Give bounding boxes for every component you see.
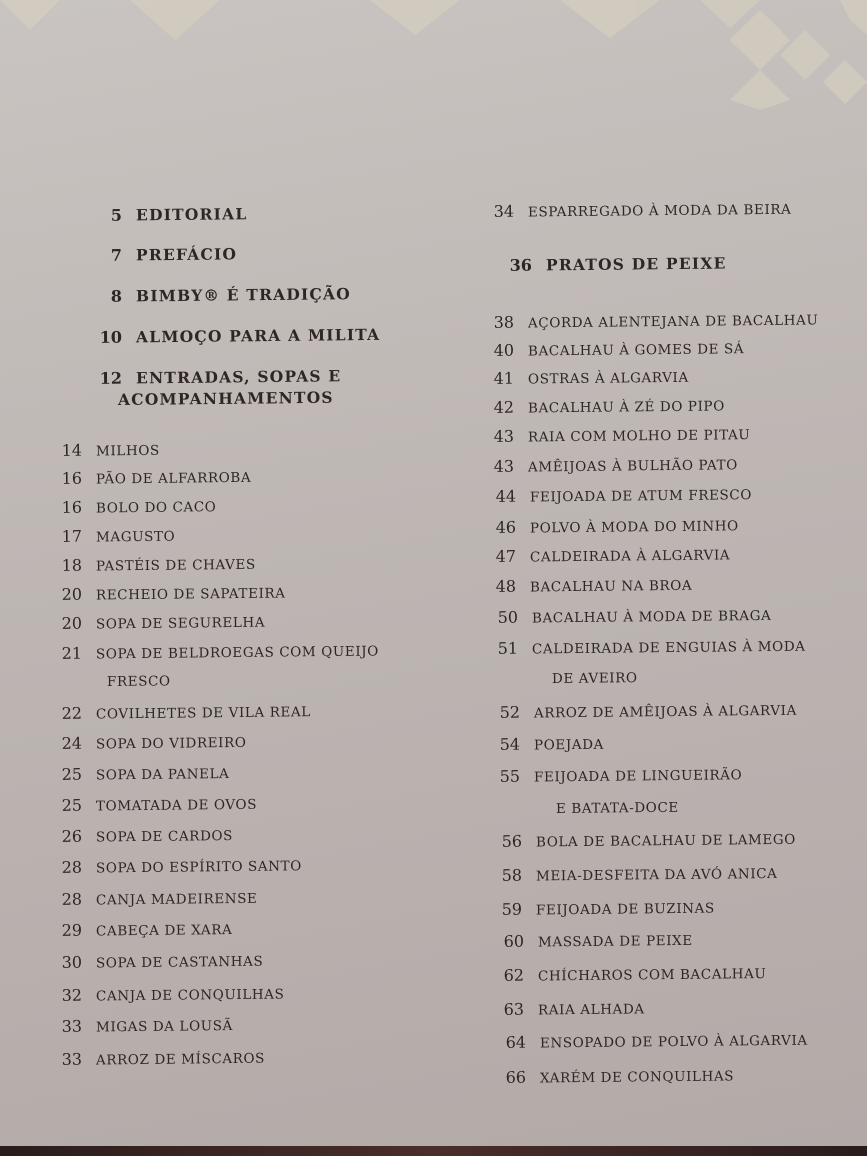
toc-title: SOPA DE CASTANHAS [95, 953, 264, 972]
toc-page-number: 5 [110, 205, 123, 225]
toc-title: CHÍCHAROS COM BACALHAU [537, 966, 767, 985]
toc-entry [480, 636, 806, 658]
toc-title: CANJA DE CONQUILHAS [95, 986, 285, 1005]
toc-entry [82, 244, 237, 265]
toc-page-number: 20 [61, 613, 83, 633]
toc-entry [486, 963, 767, 985]
toc-entry [44, 554, 256, 575]
toc-title: BOLA DE BACALHAU DE LAMEGO [535, 831, 797, 851]
toc-title: MIGAS DA LOUSÃ [95, 1018, 233, 1036]
toc-entry [484, 863, 778, 885]
toc-entry [476, 338, 744, 360]
page-bottom-edge [0, 1146, 867, 1156]
toc-title: AÇORDA ALENTEJANA DE BACALHAU [527, 312, 819, 332]
toc-page-number: 43 [493, 426, 515, 446]
toc-title: EDITORIAL [135, 204, 248, 225]
toc-entry [476, 395, 725, 417]
toc-entry [488, 1065, 734, 1087]
toc-title: SOPA DO ESPÍRITO SANTO [95, 858, 302, 877]
toc-entry [44, 732, 247, 753]
toc-page-number: 55 [499, 766, 521, 786]
toc-entry [478, 484, 752, 506]
toc-page-number: 12 [99, 368, 123, 388]
toc-title: ESPARREGADO À MODA DA BEIRA [527, 201, 792, 221]
toc-page-number: 16 [61, 497, 83, 517]
toc-page-number: 26 [61, 826, 83, 846]
toc-page-number: 54 [499, 734, 521, 754]
toc-title: CABEÇA DE XARA [95, 922, 233, 940]
toc-title: CANJA MADEIRENSE [95, 890, 258, 909]
toc-title: MILHOS [95, 442, 160, 460]
toc-entry [82, 325, 381, 347]
toc-title: MAGUSTO [95, 528, 176, 546]
toc-title: PASTÉIS DE CHAVES [95, 556, 256, 575]
toc-entry [476, 424, 751, 446]
toc-title: ENSOPADO DE POLVO À ALGARVIA [539, 1032, 808, 1052]
toc-page-number: 63 [503, 999, 525, 1019]
toc-page-number: 17 [61, 526, 83, 546]
toc-title: RECHEIO DE SAPATEIRA [95, 585, 286, 604]
toc-page-number: 44 [495, 486, 517, 506]
toc-page-number: 52 [499, 702, 521, 722]
toc-title: ARROZ DE MÍSCAROS [95, 1050, 266, 1069]
toc-title: XARÉM DE CONQUILHAS [539, 1068, 735, 1087]
toc-title-continuation: ACOMPANHAMENTOS [117, 387, 334, 409]
toc-title: PÃO DE ALFARROBA [95, 469, 252, 488]
toc-title: COVILHETES DE VILA REAL [95, 704, 311, 723]
toc-page-number: 60 [503, 931, 525, 951]
toc-title: BOLO DO CACO [95, 499, 217, 517]
toc-page-number: 40 [493, 340, 515, 360]
toc-title: MEIA-DESFEITA DA AVÓ ANICA [535, 865, 778, 885]
toc-entry [44, 763, 230, 784]
toc-page-number: 46 [495, 517, 517, 537]
toc-entry [478, 515, 739, 537]
toc-entry [486, 930, 693, 951]
toc-page-number: 50 [497, 607, 519, 627]
toc-entry [44, 825, 233, 846]
toc-page-number: 10 [99, 327, 123, 347]
toc-entry [44, 612, 265, 633]
toc-page-number: 62 [503, 965, 525, 985]
toc-page-number: 25 [61, 764, 83, 784]
toc-entry [44, 1048, 265, 1069]
toc-title: PRATOS DE PEIXE [545, 253, 727, 275]
toc-entry [44, 467, 251, 488]
toc-page-number: 38 [493, 312, 515, 332]
toc-title: SOPA DE BELDROEGAS COM QUEIJO [95, 643, 380, 663]
toc-title: ENTRADAS, SOPAS E [135, 366, 342, 388]
toc-title: AMÊIJOAS À BULHÃO PATO [527, 457, 738, 476]
toc-entry [44, 440, 160, 460]
toc-title: CALDEIRADA À ALGARVIA [529, 547, 731, 566]
toc-entry [44, 701, 311, 723]
toc-page-number: 29 [61, 920, 83, 940]
toc-entry [482, 734, 604, 754]
toc-entry [482, 700, 797, 722]
toc-entry [482, 764, 742, 786]
toc-page-number: 51 [497, 638, 519, 658]
toc-title: PREFÁCIO [135, 244, 238, 265]
toc-title: FEIJOADA DE LINGUEIRÃO [533, 767, 743, 786]
toc-entry [44, 640, 379, 663]
toc-page-number: 16 [61, 468, 83, 488]
toc-page-number: 48 [495, 576, 517, 596]
toc-entry [476, 199, 792, 221]
toc-entry [480, 605, 772, 627]
toc-entry [44, 951, 263, 972]
toc-entry [44, 1015, 233, 1036]
toc-entry [44, 919, 233, 940]
toc-page-number: 34 [493, 201, 515, 221]
toc-entry [486, 998, 645, 1019]
toc-page-number: 7 [110, 245, 123, 265]
toc-page-number: 24 [61, 733, 83, 753]
toc-page-number: 64 [505, 1032, 527, 1052]
toc-page-number: 32 [61, 985, 83, 1005]
toc-entry [492, 254, 727, 275]
toc-title: CALDEIRADA DE ENGUIAS À MODA [531, 638, 806, 658]
toc-entry [44, 496, 217, 517]
toc-title: POEJADA [533, 736, 605, 754]
toc-title: BACALHAU À MODA DE BRAGA [531, 607, 772, 627]
toc-page-number: 18 [61, 555, 83, 575]
toc-entry [44, 582, 286, 604]
toc-title: SOPA DO VIDREIRO [95, 734, 247, 753]
toc-title-continuation: DE AVEIRO [551, 670, 638, 687]
toc-page-number: 20 [61, 584, 83, 604]
toc-page-number: 21 [61, 643, 83, 663]
toc-title: TOMATADA DE OVOS [95, 796, 258, 815]
toc-title: FEIJOADA DE ATUM FRESCO [529, 487, 753, 506]
toc-title: BACALHAU À ZÉ DO PIPO [527, 398, 725, 417]
toc-title-continuation: E BATATA-DOCE [555, 799, 679, 817]
toc-page-number: 58 [501, 865, 523, 885]
toc-title: SOPA DA PANELA [95, 766, 230, 784]
toc-entry [476, 454, 738, 476]
toc-entry [484, 829, 796, 851]
toc-title: RAIA COM MOLHO DE PITAU [527, 427, 751, 446]
toc-entry [44, 526, 175, 546]
toc-title: POLVO À MODA DO MINHO [529, 518, 739, 537]
toc-page-number: 36 [509, 255, 533, 275]
toc-title: ARROZ DE AMÊIJOAS À ALGARVIA [533, 702, 798, 722]
toc-entry [478, 544, 730, 566]
toc-entry [476, 367, 689, 388]
toc-title: SOPA DE CARDOS [95, 828, 234, 846]
toc-title: BIMBY® É TRADIÇÃO [135, 284, 352, 306]
toc-title: FEIJOADA DE BUZINAS [535, 900, 715, 919]
toc-page-number: 33 [61, 1049, 83, 1069]
toc-page-number: 22 [61, 703, 83, 723]
toc-page-number: 25 [61, 795, 83, 815]
toc-page-number: 42 [493, 397, 515, 417]
decorative-diamond-pattern [0, 0, 867, 110]
toc-entry [82, 366, 342, 388]
toc-page-number: 41 [493, 368, 515, 388]
toc-title: MASSADA DE PEIXE [537, 932, 693, 951]
toc-page-number: 8 [110, 286, 123, 306]
toc-page-number: 59 [501, 899, 523, 919]
toc-entry [476, 309, 819, 332]
toc-page-number: 33 [61, 1016, 83, 1036]
toc-page-number: 66 [505, 1067, 527, 1087]
toc-entry [44, 983, 285, 1005]
toc-title: ALMOÇO PARA A MILITA [135, 324, 381, 347]
toc-title: RAIA ALHADA [537, 1001, 645, 1019]
toc-page-number: 14 [61, 440, 83, 460]
toc-entry [82, 284, 351, 306]
toc-page-number: 28 [61, 857, 83, 877]
toc-title: OSTRAS À ALGARVIA [527, 369, 689, 388]
toc-page-number: 47 [495, 546, 517, 566]
toc-title: BACALHAU À GOMES DE SÁ [527, 341, 745, 360]
toc-title: BACALHAU NA BROA [529, 577, 693, 596]
toc-entry [484, 898, 715, 919]
toc-entry [82, 204, 248, 225]
toc-entry [44, 888, 258, 909]
toc-entry [488, 1030, 808, 1052]
toc-page-number: 43 [493, 456, 515, 476]
toc-page-number: 30 [61, 952, 83, 972]
toc-title-continuation: FRESCO [106, 673, 171, 690]
toc-page-number: 56 [501, 831, 523, 851]
toc-entry [44, 794, 257, 815]
toc-title: SOPA DE SEGURELHA [95, 614, 266, 633]
toc-entry [44, 855, 302, 877]
toc-entry [478, 575, 692, 596]
toc-page-number: 28 [61, 889, 83, 909]
